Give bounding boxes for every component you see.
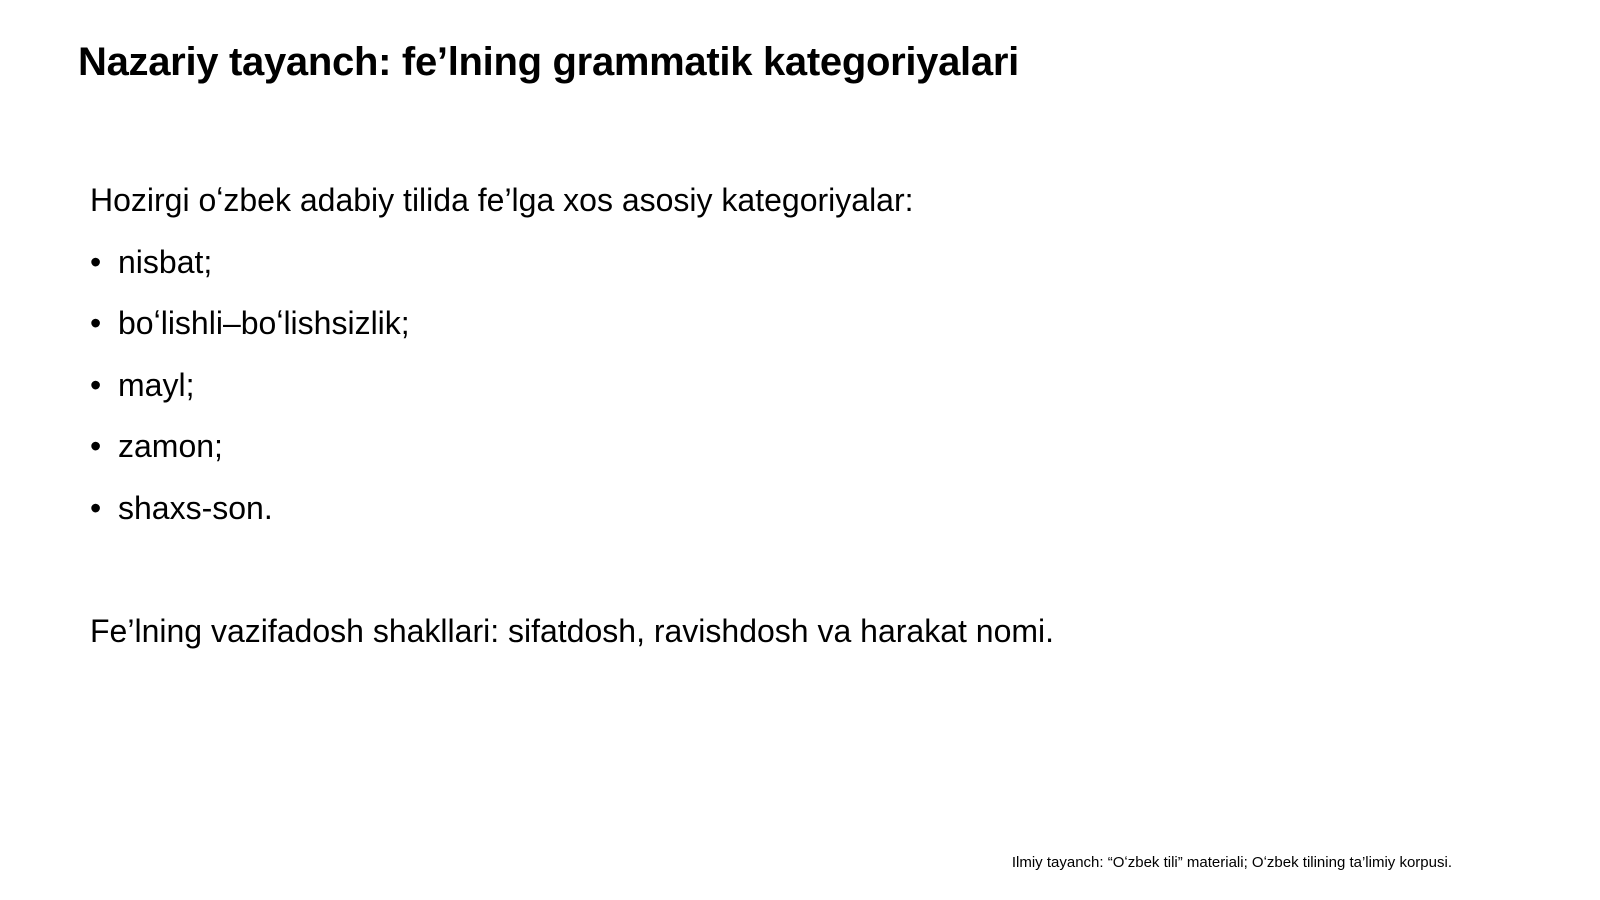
slide-body	[90, 170, 1490, 662]
spacer	[90, 539, 1490, 601]
list-item-label: nisbat;	[118, 243, 213, 280]
slide-title: Nazariy tayanch: fe’lning grammatik kategoriyalari	[78, 40, 1019, 84]
bullet-icon: •	[90, 243, 102, 280]
list-item	[90, 355, 1490, 417]
source-note: Ilmiy tayanch: “Oʻzbek tili” materiali; Oʻzbek tilining ta’limiy korpusi.	[1011, 854, 1452, 871]
list-item-label: mayl;	[118, 366, 195, 403]
bullet-icon: •	[90, 366, 102, 403]
bullet-icon: •	[90, 428, 102, 464]
functional-forms-text: Fe’lning vazifadosh shakllari: sifatdosh, ravishdosh va harakat nomi.	[90, 612, 1055, 649]
bullet-icon: •	[90, 489, 102, 526]
intro-text: Hozirgi oʻzbek adabiy tilida fe’lga xos asosiy kategoriyalar:	[90, 182, 914, 218]
list-item	[90, 416, 1490, 478]
category-list	[90, 232, 1490, 540]
list-item	[90, 478, 1490, 540]
list-item-label: zamon;	[118, 428, 223, 464]
list-item	[90, 232, 1490, 294]
list-item-label: shaxs-son.	[118, 489, 273, 526]
list-item-label: boʻlishli–boʻlishsizlik;	[118, 305, 410, 341]
bullet-icon: •	[90, 305, 102, 341]
list-item	[90, 293, 1490, 355]
